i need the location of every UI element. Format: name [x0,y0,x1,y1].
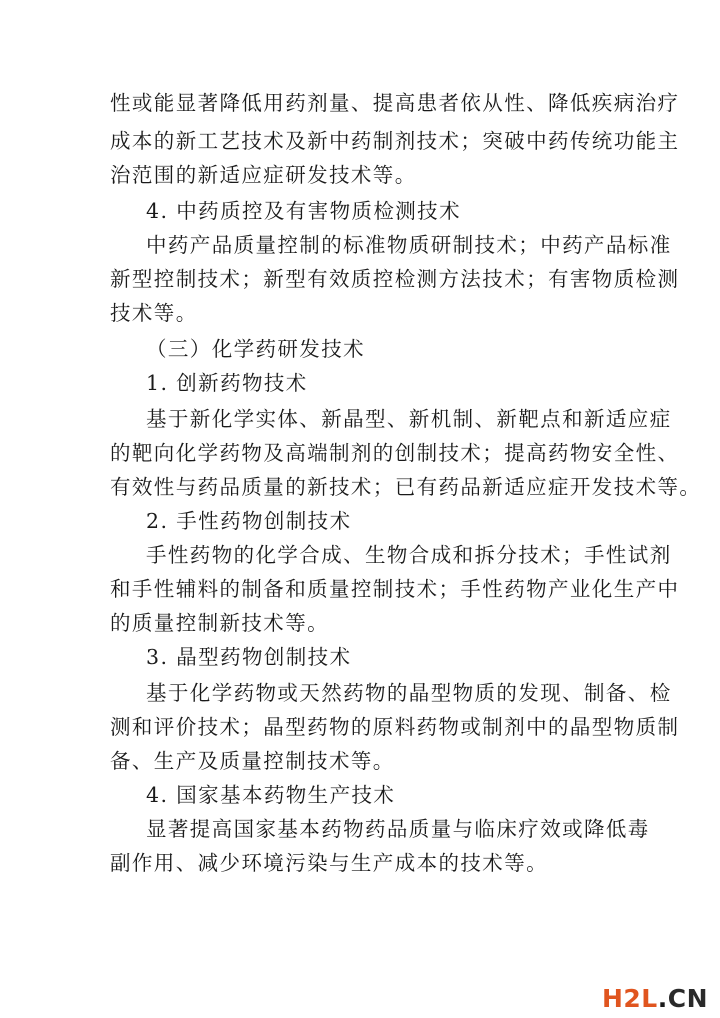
body-text-line: 测和评价技术；晶型药物的原料药物或制剂中的晶型物质制 [110,715,680,739]
section-heading: 4. 中药质控及有害物质检测技术 [146,199,461,223]
body-text-line: 基于化学药物或天然药物的晶型物质的发现、制备、检 [146,681,672,705]
body-text-line: 备、生产及质量控制技术等。 [110,749,395,773]
body-text-line: 技术等。 [110,301,198,325]
watermark-h2l: H2L [601,984,658,1013]
section-heading: 1. 创新药物技术 [146,371,308,395]
section-heading: 4. 国家基本药物生产技术 [146,783,396,807]
body-text-line: 手性药物的化学合成、生物合成和拆分技术；手性试剂 [146,543,672,567]
section-heading: 2. 手性药物创制技术 [146,509,352,533]
site-watermark-logo [602,984,708,1014]
body-text-line: 副作用、减少环境污染与生产成本的技术等。 [110,851,548,875]
body-text-line: 性或能显著降低用药剂量、提高患者依从性、降低疾病治疗 [110,91,680,115]
body-text-line: 的靶向化学药物及高端制剂的创制技术；提高药物安全性、 [110,441,680,465]
body-text-line: 和手性辅料的制备和质量控制技术；手性药物产业化生产中 [110,577,680,601]
body-text-line: 的质量控制新技术等。 [110,611,329,635]
watermark-dot: . [657,984,668,1013]
body-text-line: 治范围的新适应症研发技术等。 [110,163,417,187]
body-text-line: 中药产品质量控制的标准物质研制技术；中药产品标准 [146,233,672,257]
body-text-line: 基于新化学实体、新晶型、新机制、新靶点和新适应症 [146,407,672,431]
section-heading: 3. 晶型药物创制技术 [146,645,352,669]
watermark-cn: CN [667,984,708,1013]
chapter-heading: （三）化学药研发技术 [146,337,365,361]
body-text-line: 显著提高国家基本药物药品质量与临床疗效或降低毒 [146,817,650,841]
body-text-line: 有效性与药品质量的新技术；已有药品新适应症开发技术等。 [110,475,702,499]
body-text-line: 新型控制技术；新型有效质控检测方法技术；有害物质检测 [110,267,680,291]
body-text-line: 成本的新工艺技术及新中药制剂技术；突破中药传统功能主 [110,129,680,153]
